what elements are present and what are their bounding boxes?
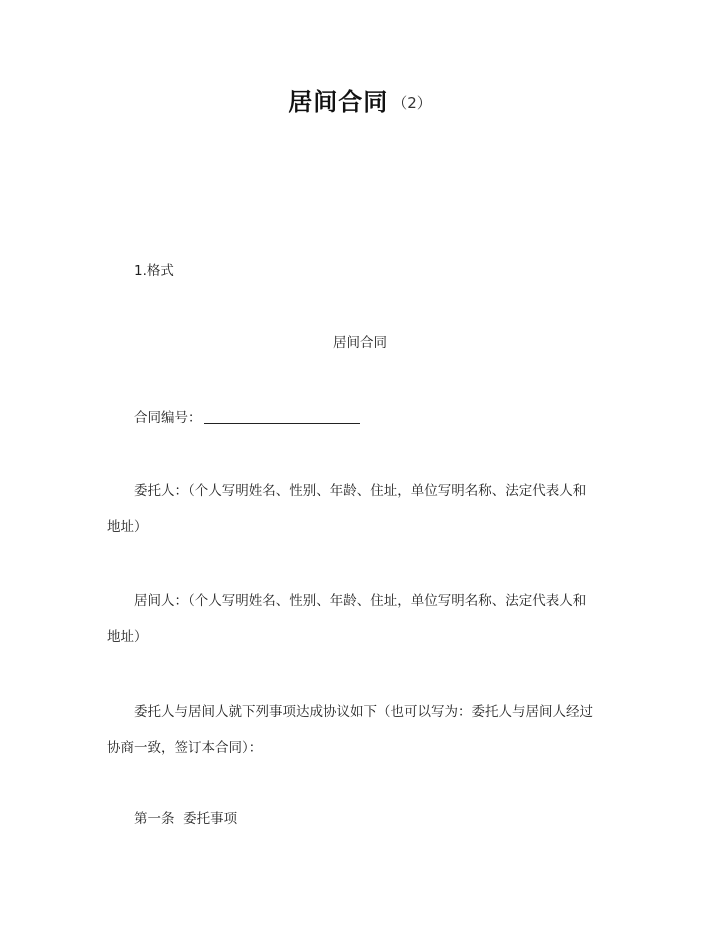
contract-number-row <box>134 408 360 428</box>
contract-number-label: 合同编号： <box>134 410 202 426</box>
intermediary-paragraph-line2: 地址） <box>107 629 148 645</box>
document-title <box>0 86 720 119</box>
contract-number-blank <box>204 409 360 424</box>
agreement-paragraph-line2: 协商一致，签订本合同）： <box>107 740 263 756</box>
principal-paragraph-line1: 委托人：（个人写明姓名、性别、年龄、住址，单位写明名称、法定代表人和 <box>134 483 587 499</box>
contract-heading: 居间合同 <box>333 335 387 351</box>
title-suffix: （2） <box>392 94 432 112</box>
agreement-paragraph-line1: 委托人与居间人就下列事项达成协议如下（也可以写为：委托人与居间人经过 <box>134 704 593 720</box>
principal-paragraph-line2: 地址） <box>107 519 148 535</box>
intermediary-paragraph-line1: 居间人：（个人写明姓名、性别、年龄、住址，单位写明名称、法定代表人和 <box>134 593 587 609</box>
article-1-heading: 第一条 委托事项 <box>134 811 238 827</box>
title-text: 居间合同 <box>288 88 389 116</box>
section-label: 1.格式 <box>134 263 174 279</box>
